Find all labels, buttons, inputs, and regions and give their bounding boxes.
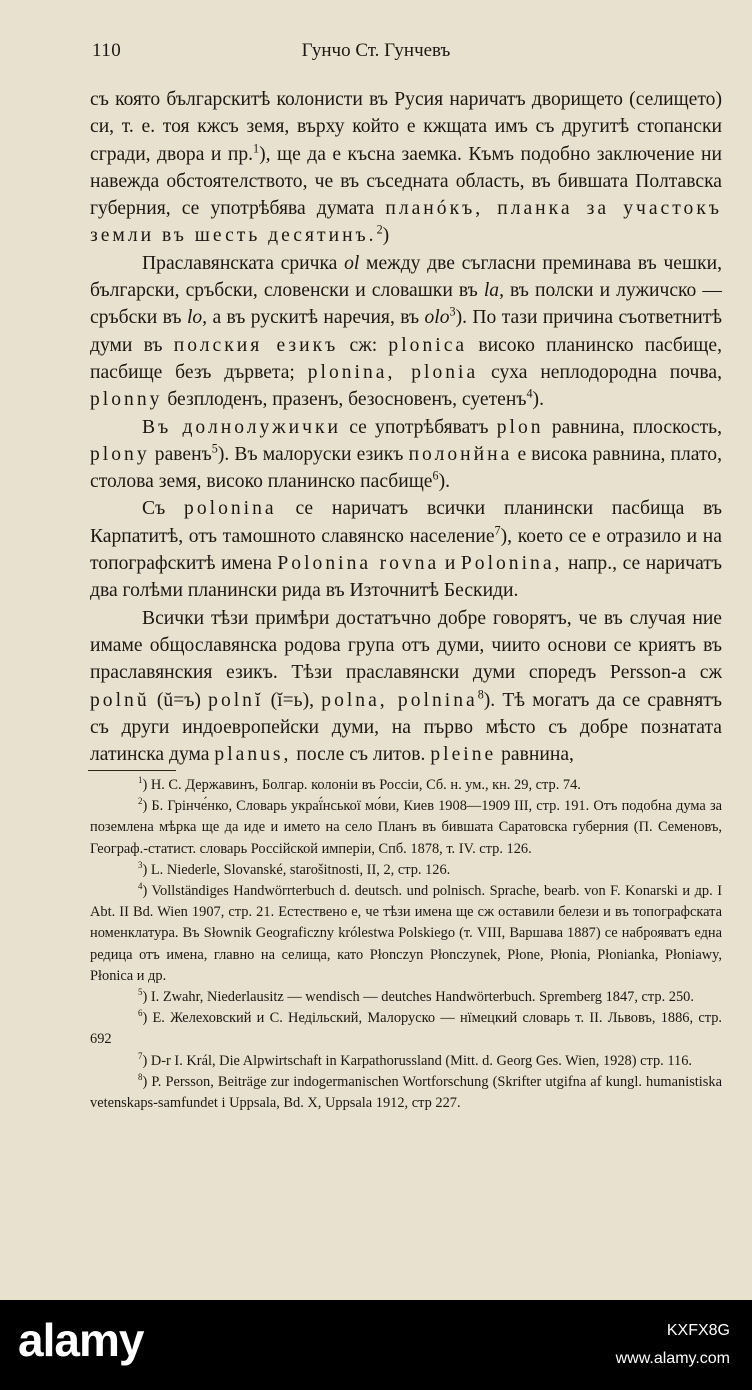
text-run: се наричатъ всички планински пасбища въ Карпатитѣ, отъ тамошното славянско население <box>90 498 722 547</box>
text-run: безплоденъ, празенъ, безосновенъ, суетенъ <box>162 389 527 411</box>
footnote-ref-5: 5 <box>211 441 218 456</box>
text-run: Всички тѣзи примѣри достатъчно добре говорятъ, че въ случая ние имаме общославянска родова група отъ думи, чиито основи се криятъ въ праславянския езикъ. Тѣзи праславянски думи споредъ Persson-а сж <box>90 607 722 684</box>
text-run: ), ще да е късна заемка. Къмъ подобно заключение ни навежда обстоятелството, че въ съседната область, въ бившата Полтавска губерния, се употрѣбява думата <box>90 143 722 220</box>
footnote-mark: 3 <box>138 860 143 871</box>
footnote-ref-3: 3 <box>449 304 456 319</box>
footnote-divider <box>88 770 176 771</box>
italic-term: lo, <box>186 307 208 329</box>
text-run: Съ <box>142 498 185 520</box>
paragraph-5 <box>90 605 722 769</box>
footnote-ref-7: 7 <box>494 523 501 538</box>
footnote-mark: 8 <box>138 1072 143 1083</box>
text-run: а въ рускитѣ наречия, въ <box>207 307 425 329</box>
text-run: ). Тѣ могатъ да се сравнятъ съ други индоевропейски думи, на първо мѣсто съ добре познатата латинска дума <box>90 689 723 766</box>
banner-url: www.alamy.com <box>615 1350 730 1367</box>
spaced-term: pleine <box>430 744 497 766</box>
text-run: ), което се е отразило и на топографскитѣ имена <box>90 525 722 575</box>
spaced-term: planus, <box>214 744 292 766</box>
footnote-mark: 6 <box>138 1008 143 1019</box>
footnote-text: Е. Желеховский и С. Недільский, Малоруско — нїмецкий словарь т. II. Львовъ, 1886, стр. 692 <box>90 1010 722 1048</box>
footnote-text: Vollständiges Handwörrterbuch d. deutsch. und polnisch. Sprache, bearb. von F. Konarski и др. I Abt. II Bd. Wien 1907, стр. 21. Естествено е, че тѣзи имена ще сж оставили белези и въ топографската номенклатура. Въ Słownik Geograficzny królestwa Polskiego (т. VIII, Варшава 1887) се наброяватъ една редица отъ имена, главно на селища, като Płonczyn Płonczynek, Płone, Płonia, Płonianka, Płoniawy, Płonica и др. <box>90 883 722 984</box>
text-run: равнина, <box>496 744 574 766</box>
italic-term: la, <box>483 280 504 302</box>
footnote-ref-2: 2 <box>376 222 383 237</box>
footnote-text: I. Zwahr, Niederlausitz — wendisch — deutches Handwörterbuch. Spremberg 1847, стр. 250. <box>150 989 694 1006</box>
footnote-mark: 7 <box>138 1050 143 1061</box>
text-run: съ която българскитѣ колонисти въ Русия наричатъ дворището (селището) си, т. е. тоя кжсъ земя, върху който е кжщата имъ съ другитѣ стопански сгради, двора и пр. <box>90 89 722 165</box>
body-text <box>90 86 722 768</box>
footnotes <box>90 775 722 1114</box>
italic-term: olo <box>424 307 450 329</box>
paragraph-1 <box>90 86 722 250</box>
footnote-ref-6: 6 <box>432 468 439 483</box>
text-run: въ полски и лужичско — сръбски въ <box>90 280 722 329</box>
paragraph-3 <box>90 414 722 496</box>
footnote-5: $^5$) I. Zwahr, Niederlausitz — wendisch — deutches Handwörterbuch. Spremberg 1847, стр. 250. <box>138 987 694 1006</box>
text-run: е висока равнина, плато, столова земя, високо планинско пасбище <box>90 443 722 493</box>
footnote-8: $^8$) P. Persson, Beiträge zur indogermanischen Wortforschung (Skrifter utgifna af kungl. humanistiska vetenskaps-samfundet i Uppsala, Bd. X, Uppsala 1912, стр 227. <box>90 1072 722 1112</box>
running-head: Гунчо Ст. Гунчевъ <box>301 40 451 61</box>
footnote-mark: 4 <box>138 881 143 892</box>
text-run: Праславянската сричка <box>142 252 345 274</box>
footnote-3: $^3$) L. Niederle, Slovanské, starošitnosti, II, 2, стр. 126. <box>138 860 451 878</box>
footnote-text: P. Persson, Beiträge zur indogermanischen Wortforschung (Skrifter utgifna af kungl. humanistiska vetenskaps-samfundet i Uppsala, Bd. X, Uppsala 1912, стр 227. <box>90 1073 722 1112</box>
text-run: високо планинско пасбище, пасбище безъ дървета; <box>90 334 722 383</box>
page-number: 110 <box>92 40 122 61</box>
spaced-term: polnŭ <box>90 689 150 711</box>
spaced-term: plon <box>496 416 544 438</box>
italic-term: ol <box>344 252 360 274</box>
text-run: ). <box>532 389 544 411</box>
footnote-1: $^1$) Н. С. Державинъ, Болгар. колоніи въ Россіи, Сб. н. ум., кн. 29, стр. 74. <box>138 775 581 793</box>
footnote-mark: 2 <box>138 796 143 807</box>
text-run: (ŭ=ъ) <box>149 689 209 711</box>
spaced-term: plonny <box>90 389 163 411</box>
spaced-term: plonica <box>388 334 468 356</box>
spaced-term: plony <box>90 443 150 465</box>
text-run: ). Въ малоруски езикъ <box>217 443 409 465</box>
footnote-ref-1: 1 <box>253 141 260 156</box>
text-run: се употрѣбяватъ <box>340 416 497 438</box>
text-run: ). <box>438 471 451 493</box>
text-run: ). По тази причина съответнитѣ думи въ <box>90 307 722 356</box>
footnote-2: $^2$) Б. Грінче́нко, Словарь украї́нської мо́ви, Киев 1908—1909 III, стр. 191. Отъ подобна дума за поземлена мѣрка ще да иде и името на село Планъ въ бившата Саратовска губерния (П. Семеновъ, Географ.-статист. словарь Россійской имперіи, Спб. 1878, т. IV. стр. 126. <box>90 796 723 857</box>
spaced-term: полонйна <box>408 443 513 465</box>
footnote-text: Н. С. Державинъ, Болгар. колоніи въ Россіи, Сб. н. ум., кн. 29, стр. 74. <box>150 777 581 793</box>
text-run: напр., се наричатъ два голѣми планински рида въ Източнитѣ Бескиди. <box>90 553 722 602</box>
footnote-text: L. Niederle, Slovanské, starošitnosti, II, 2, стр. 126. <box>150 861 451 878</box>
text-run: равенъ <box>149 443 212 465</box>
spaced-term: polna, polnina <box>321 689 478 711</box>
spaced-term: Polonina, <box>460 553 563 575</box>
footnote-7: $^7$) D-r I. Král, Die Alpwirtschaft in Karpathorussland (Mitt. d. Georg Ges. Wien, 1928) стр. 116. <box>138 1050 693 1069</box>
spaced-term: plonina, plonia <box>307 361 479 383</box>
text-run: сж: <box>338 334 389 356</box>
text-run: (ĭ=ь), <box>263 689 322 711</box>
footnote-mark: 5 <box>138 987 143 998</box>
spaced-term: polonina <box>184 498 277 520</box>
spaced-term: Polonina rovna <box>277 553 440 575</box>
text-run: после съ литов. <box>291 744 431 766</box>
spaced-term: polnĭ <box>208 689 264 711</box>
paragraph-4 <box>90 495 722 604</box>
footnote-6: $^6$) Е. Желеховский и С. Недільский, Малоруско — нїмецкий словарь т. II. Львовъ, 1886, стр. 692 <box>90 1008 722 1048</box>
footnote-ref-8: 8 <box>477 687 484 701</box>
watermark-banner <box>0 1300 752 1390</box>
footnote-text: Б. Грінче́нко, Словарь украї́нської мо́ви, Киев 1908—1909 III, стр. 191. Отъ подобна дума за поземлена мѣрка ще да иде и името на село Планъ въ бившата Саратовска губерния (П. Семеновъ, Географ.-статист. словарь Россійской имперіи, Спб. 1878, т. IV. стр. 126. <box>90 798 723 857</box>
image-id: KXFX8G <box>666 1322 730 1339</box>
spaced-term: полския езикъ <box>173 334 339 356</box>
footnote-mark: 1 <box>138 775 143 786</box>
spaced-term: Въ долнолужички <box>142 416 341 438</box>
text-run: между две съгласни преминава въ чешки, български, сръбски, словенски и словашки въ <box>90 252 722 302</box>
spaced-term: планóкъ, планка за участокъ земли въ шесть десятинъ. <box>90 198 722 247</box>
text-run: ) <box>382 225 390 247</box>
text-run: равнина, плоскость, <box>543 416 722 438</box>
footnote-4: $^4$) Vollständiges Handwörrterbuch d. deutsch. und polnisch. Sprache, bearb. von F. Konarski и др. I Abt. II Bd. Wien 1907, стр. 21. Естествено е, че тѣзи имена ще сж оставили белези и въ топографската номенклатура. Въ Słownik Geograficzny królestwa Polskiego (т. VIII, Варшава 1887) се наброяватъ една редица отъ имена, главно на селища, като Płonczyn Płonczynek, Płone, Płonia, Płonianka, Płoniawy, Płonica и др. <box>90 881 722 984</box>
text-run: суха неплодородна почва, <box>478 361 722 383</box>
alamy-logo: alamy <box>18 1314 144 1366</box>
footnote-text: D-r I. Král, Die Alpwirtschaft in Karpathorussland (Mitt. d. Georg Ges. Wien, 1928) стр. 116. <box>150 1052 693 1069</box>
page-header <box>0 28 752 68</box>
text-run: и <box>439 553 461 575</box>
paragraph-2 <box>90 250 722 414</box>
footnote-ref-4: 4 <box>526 386 533 401</box>
